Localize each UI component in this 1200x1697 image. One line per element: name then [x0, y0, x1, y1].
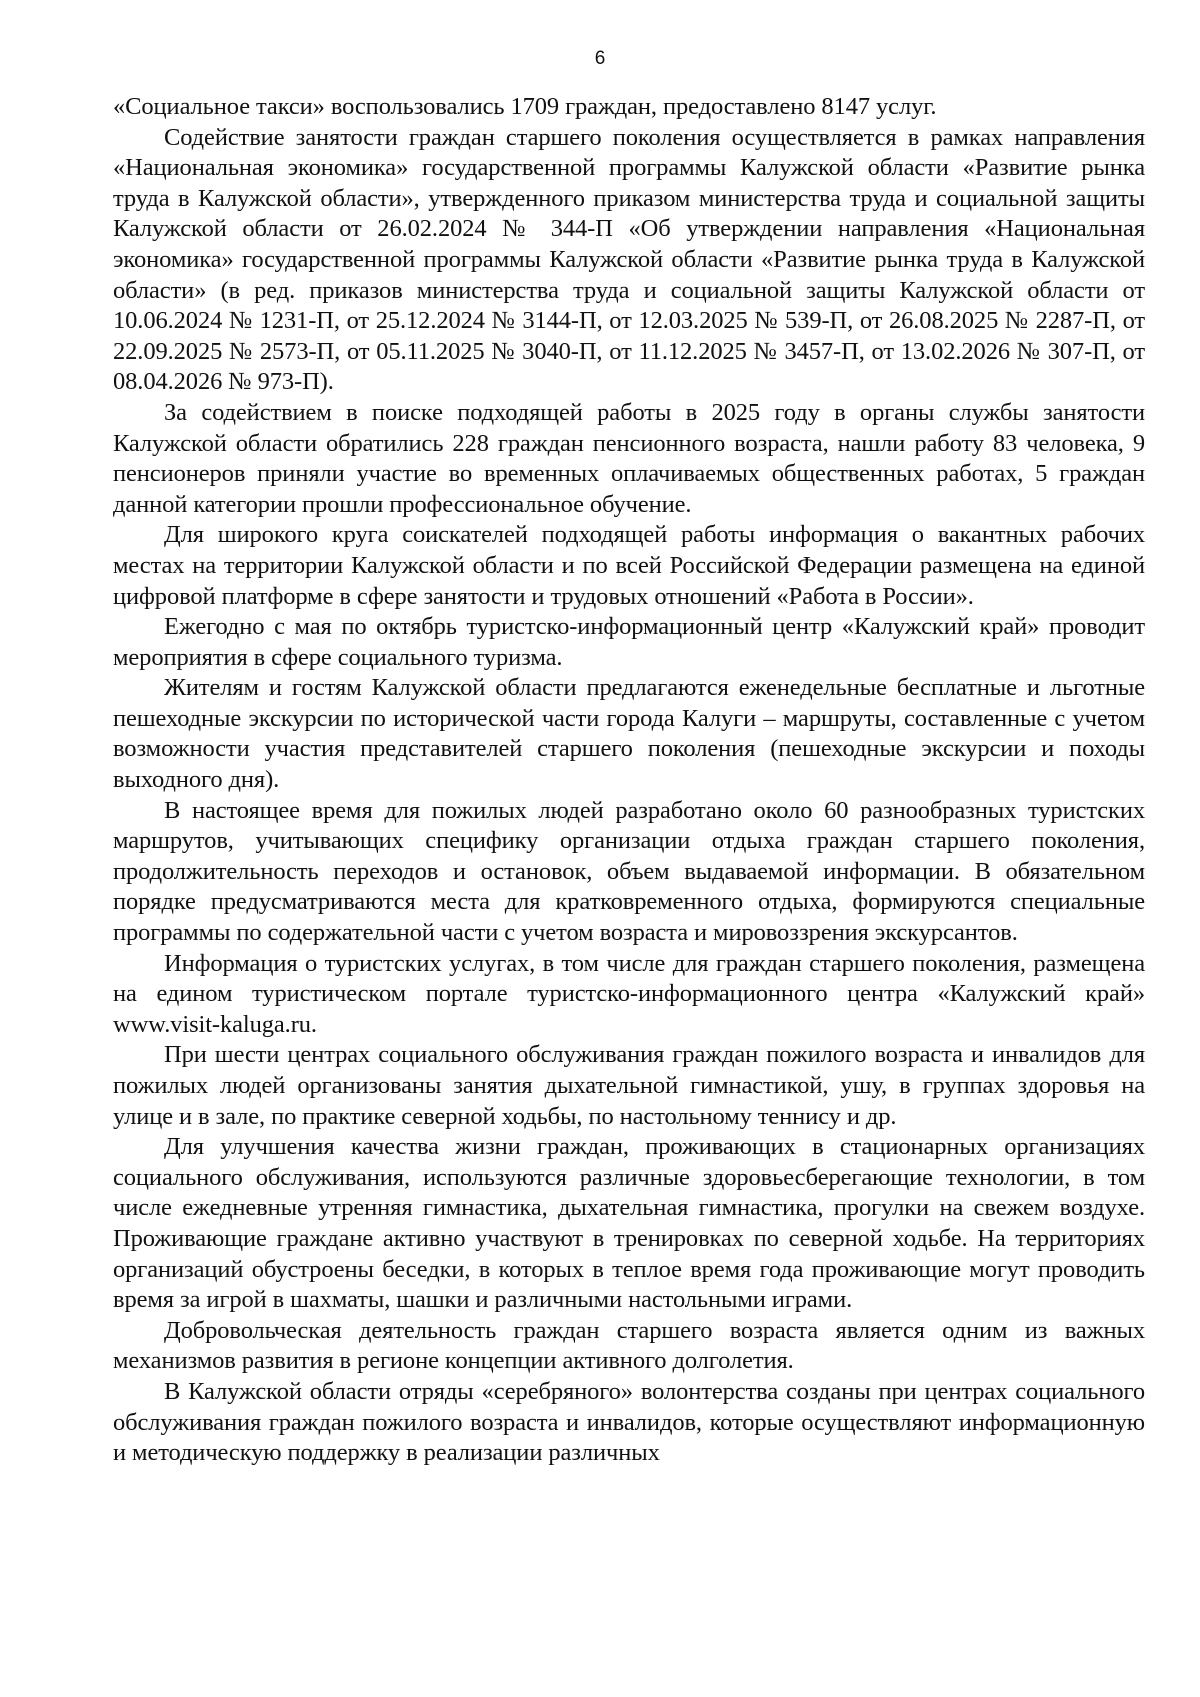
document-body [113, 92, 1145, 1469]
paragraph-tourism-center: Ежегодно с мая по октябрь туристско-информационный центр «Калужский край» проводит мероприятия в сфере социального туризма. [113, 613, 1145, 671]
paragraph-silver-volunteers: В Калужской области отряды «серебряного» волонтерства созданы при центрах социального обслуживания граждан пожилого возраста и инвалидов, которые осуществляют информационную и методическую поддержку в реализации различных [113, 1377, 1145, 1467]
paragraph-social-taxi: «Социальное такси» воспользовались 1709 граждан, предоставлено 8147 услуг. [113, 93, 937, 120]
paragraph-job-search-stats: За содействием в поиске подходящей работы в 2025 году в органы службы занятости Калужской области обратились 228 граждан пенсионного возраста, нашли работу 83 человека, 9 пенсионеров приняли участие во временных оплачиваемых общественных работах, 5 граждан данной категории прошли профессиональное обучение. [113, 398, 1145, 518]
paragraph-volunteering: Добровольческая деятельность граждан старшего возраста является одним из важных механизмов развития в регионе концепции активного долголетия. [113, 1316, 1145, 1375]
page-number: 6 [594, 48, 606, 69]
paragraph-vacancy-platform: Для широкого круга соискателей подходящей работы информация о вакантных рабочих местах на территории Калужской области и по всей Российской Федерации размещена на единой цифровой платформе в сфере занятости и трудовых отношений «Работа в России». [113, 521, 1145, 610]
paragraph-employment-program: Содействие занятости граждан старшего поколения осуществляется в рамках направления «Национальная экономика» государственной программы Калужской области «Развитие рынка труда в Калужской области», утвержденного приказом министерства труда и социальной защиты Калужской области от 26.02.2024 № 344-П «Об утверждении направления «Национальная экономика» государственной программы Калужской области «Развитие рынка труда в Калужской области» (в ред. приказов министерства труда и социальной защиты Калужской области от 10.06.2024 № 1231-П, от 25.12.2024 № 3144-П, от 12.03.2025 № 539-П, от 26.08.2025 № 2287-П, от 22.09.2025 № 2573-П, от 05.11.2025 № 3040-П, от 11.12.2025 № 3457-П, от 13.02.2026 № 307-П, от 08.04.2026 № 973-П). [113, 123, 1145, 396]
paragraph-stationary-organizations: Для улучшения качества жизни граждан, проживающих в стационарных организациях социального обслуживания, используются различные здоровьесберегающие технологии, в том числе ежедневные утренняя гимнастика, дыхательная гимнастика, прогулки на свежем воздухе. Проживающие граждане активно участвуют в тренировках по северной ходьбе. На территориях организаций обустроены беседки, в которых в теплое время года проживающие могут проводить время за игрой в шахматы, шашки и различными настольными играми. [113, 1133, 1145, 1314]
paragraph-tourist-routes: В настоящее время для пожилых людей разработано около 60 разнообразных туристских маршрутов, учитывающих специфику организации отдыха граждан старшего поколения, продолжительность переходов и остановок, объем выдаваемой информации. В обязательном порядке предусматриваются места для кратковременного отдыха, формируются специальные программы по содержательной части с учетом возраста и мировоззрения экскурсантов. [113, 796, 1145, 947]
paragraph-tourism-portal: Информация о туристских услугах, в том числе для граждан старшего поколения, размещена на едином туристическом портале туристско-информационного центра «Калужский край» www.visit-kaluga.ru. [113, 949, 1145, 1038]
paragraph-social-centers-activities: При шести центрах социального обслуживания граждан пожилого возраста и инвалидов для пожилых людей организованы занятия дыхательной гимнастикой, ушу, в группах здоровья на улице и в зале, по практике северной ходьбы, по настольному теннису и др. [113, 1041, 1145, 1130]
paragraph-walking-tours: Жителям и гостям Калужской области предлагаются еженедельные бесплатные и льготные пешеходные экскурсии по исторической части города Калуги – маршруты, составленные с учетом возможности участия представителей старшего поколения (пешеходные экскурсии и походы выходного дня). [113, 674, 1145, 794]
